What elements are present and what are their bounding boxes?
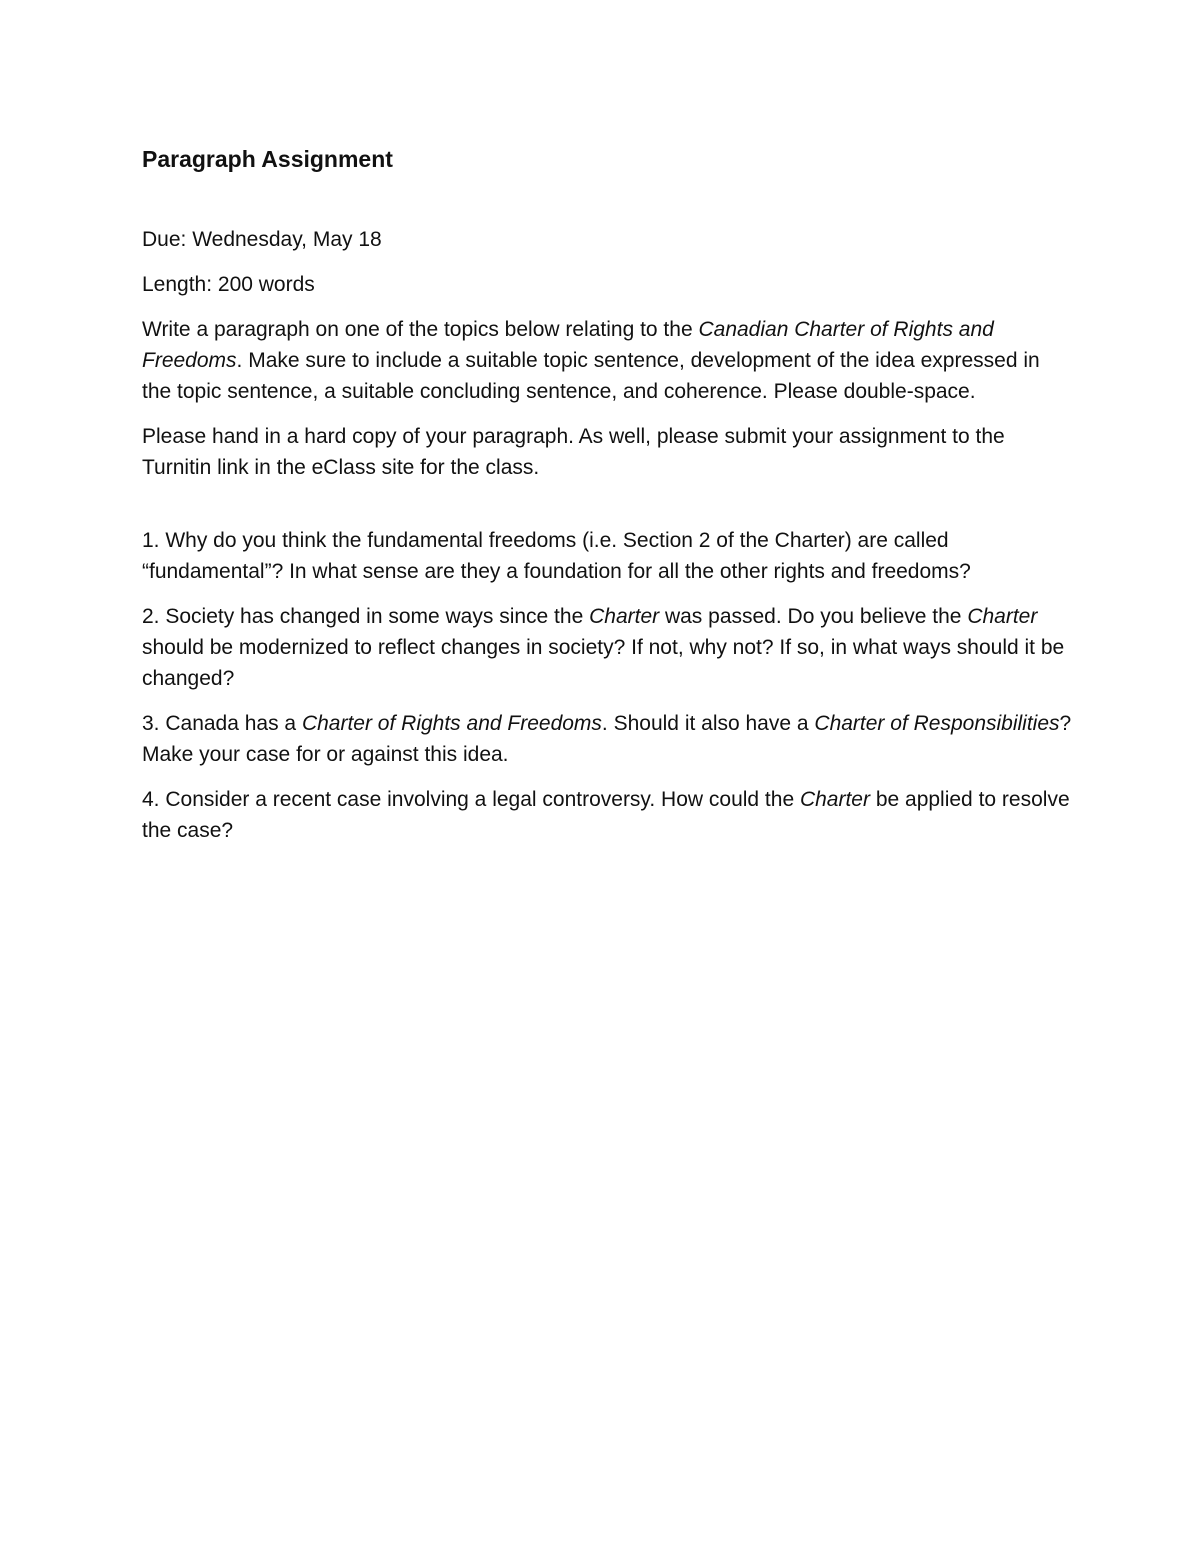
topic-item-1: 1. Why do you think the fundamental freedoms (i.e. Section 2 of the Charter) are called “fundamental”? In what sense are they a foundation for all the other rights and freedoms? [142,529,971,583]
topic-list [142,525,1072,846]
instructions-paragraph [142,314,1072,407]
submission-paragraph: Please hand in a hard copy of your paragraph. As well, please submit your assignment to the Turnitin link in the eClass site for the class. [142,425,1005,479]
topic-3-text-1: 3. Canada has a [142,712,302,735]
topic-4-charter: Charter [799,788,870,811]
topic-3-text-3: ? Make your case for or against this idea. [142,712,1072,766]
topic-4-text-2: be applied to resolve the case? [142,788,1070,842]
topic-2-charter-1: Charter [589,605,660,628]
topic-4-text-1: 4. Consider a recent case involving a legal controversy. How could the [142,788,800,811]
topic-2-text-3: should be modernized to reflect changes in society? If not, why not? If so, in what ways should it be changed? [142,636,1065,690]
due-date: Due: Wednesday, May 18 [142,228,382,251]
topic-2-charter-2: Charter [967,605,1038,628]
topic-item-4 [142,784,1072,846]
instructions-text-2: . Make sure to include a suitable topic sentence, development of the idea expressed in the topic sentence, a suitable concluding sentence, and coherence. Please double-space. [142,349,1040,403]
document-content [142,142,1072,860]
charter-title: Canadian Charter of Rights and Freedoms [142,318,994,372]
topic-3-charter-responsibilities: Charter of Responsibilities [814,712,1060,735]
topic-2-text-2: was passed. Do you believe the [659,605,968,628]
instructions-text-1: Write a paragraph on one of the topics below relating to the [142,318,699,341]
topic-3-text-2: . Should it also have a [601,712,815,735]
page-title: Paragraph Assignment [142,146,393,172]
topic-2-text-1: 2. Society has changed in some ways since the [142,605,590,628]
topic-item-2 [142,601,1072,694]
topic-3-charter-rights: Charter of Rights and Freedoms [301,712,602,735]
topic-item-3 [142,708,1072,770]
word-length: Length: 200 words [142,273,315,296]
